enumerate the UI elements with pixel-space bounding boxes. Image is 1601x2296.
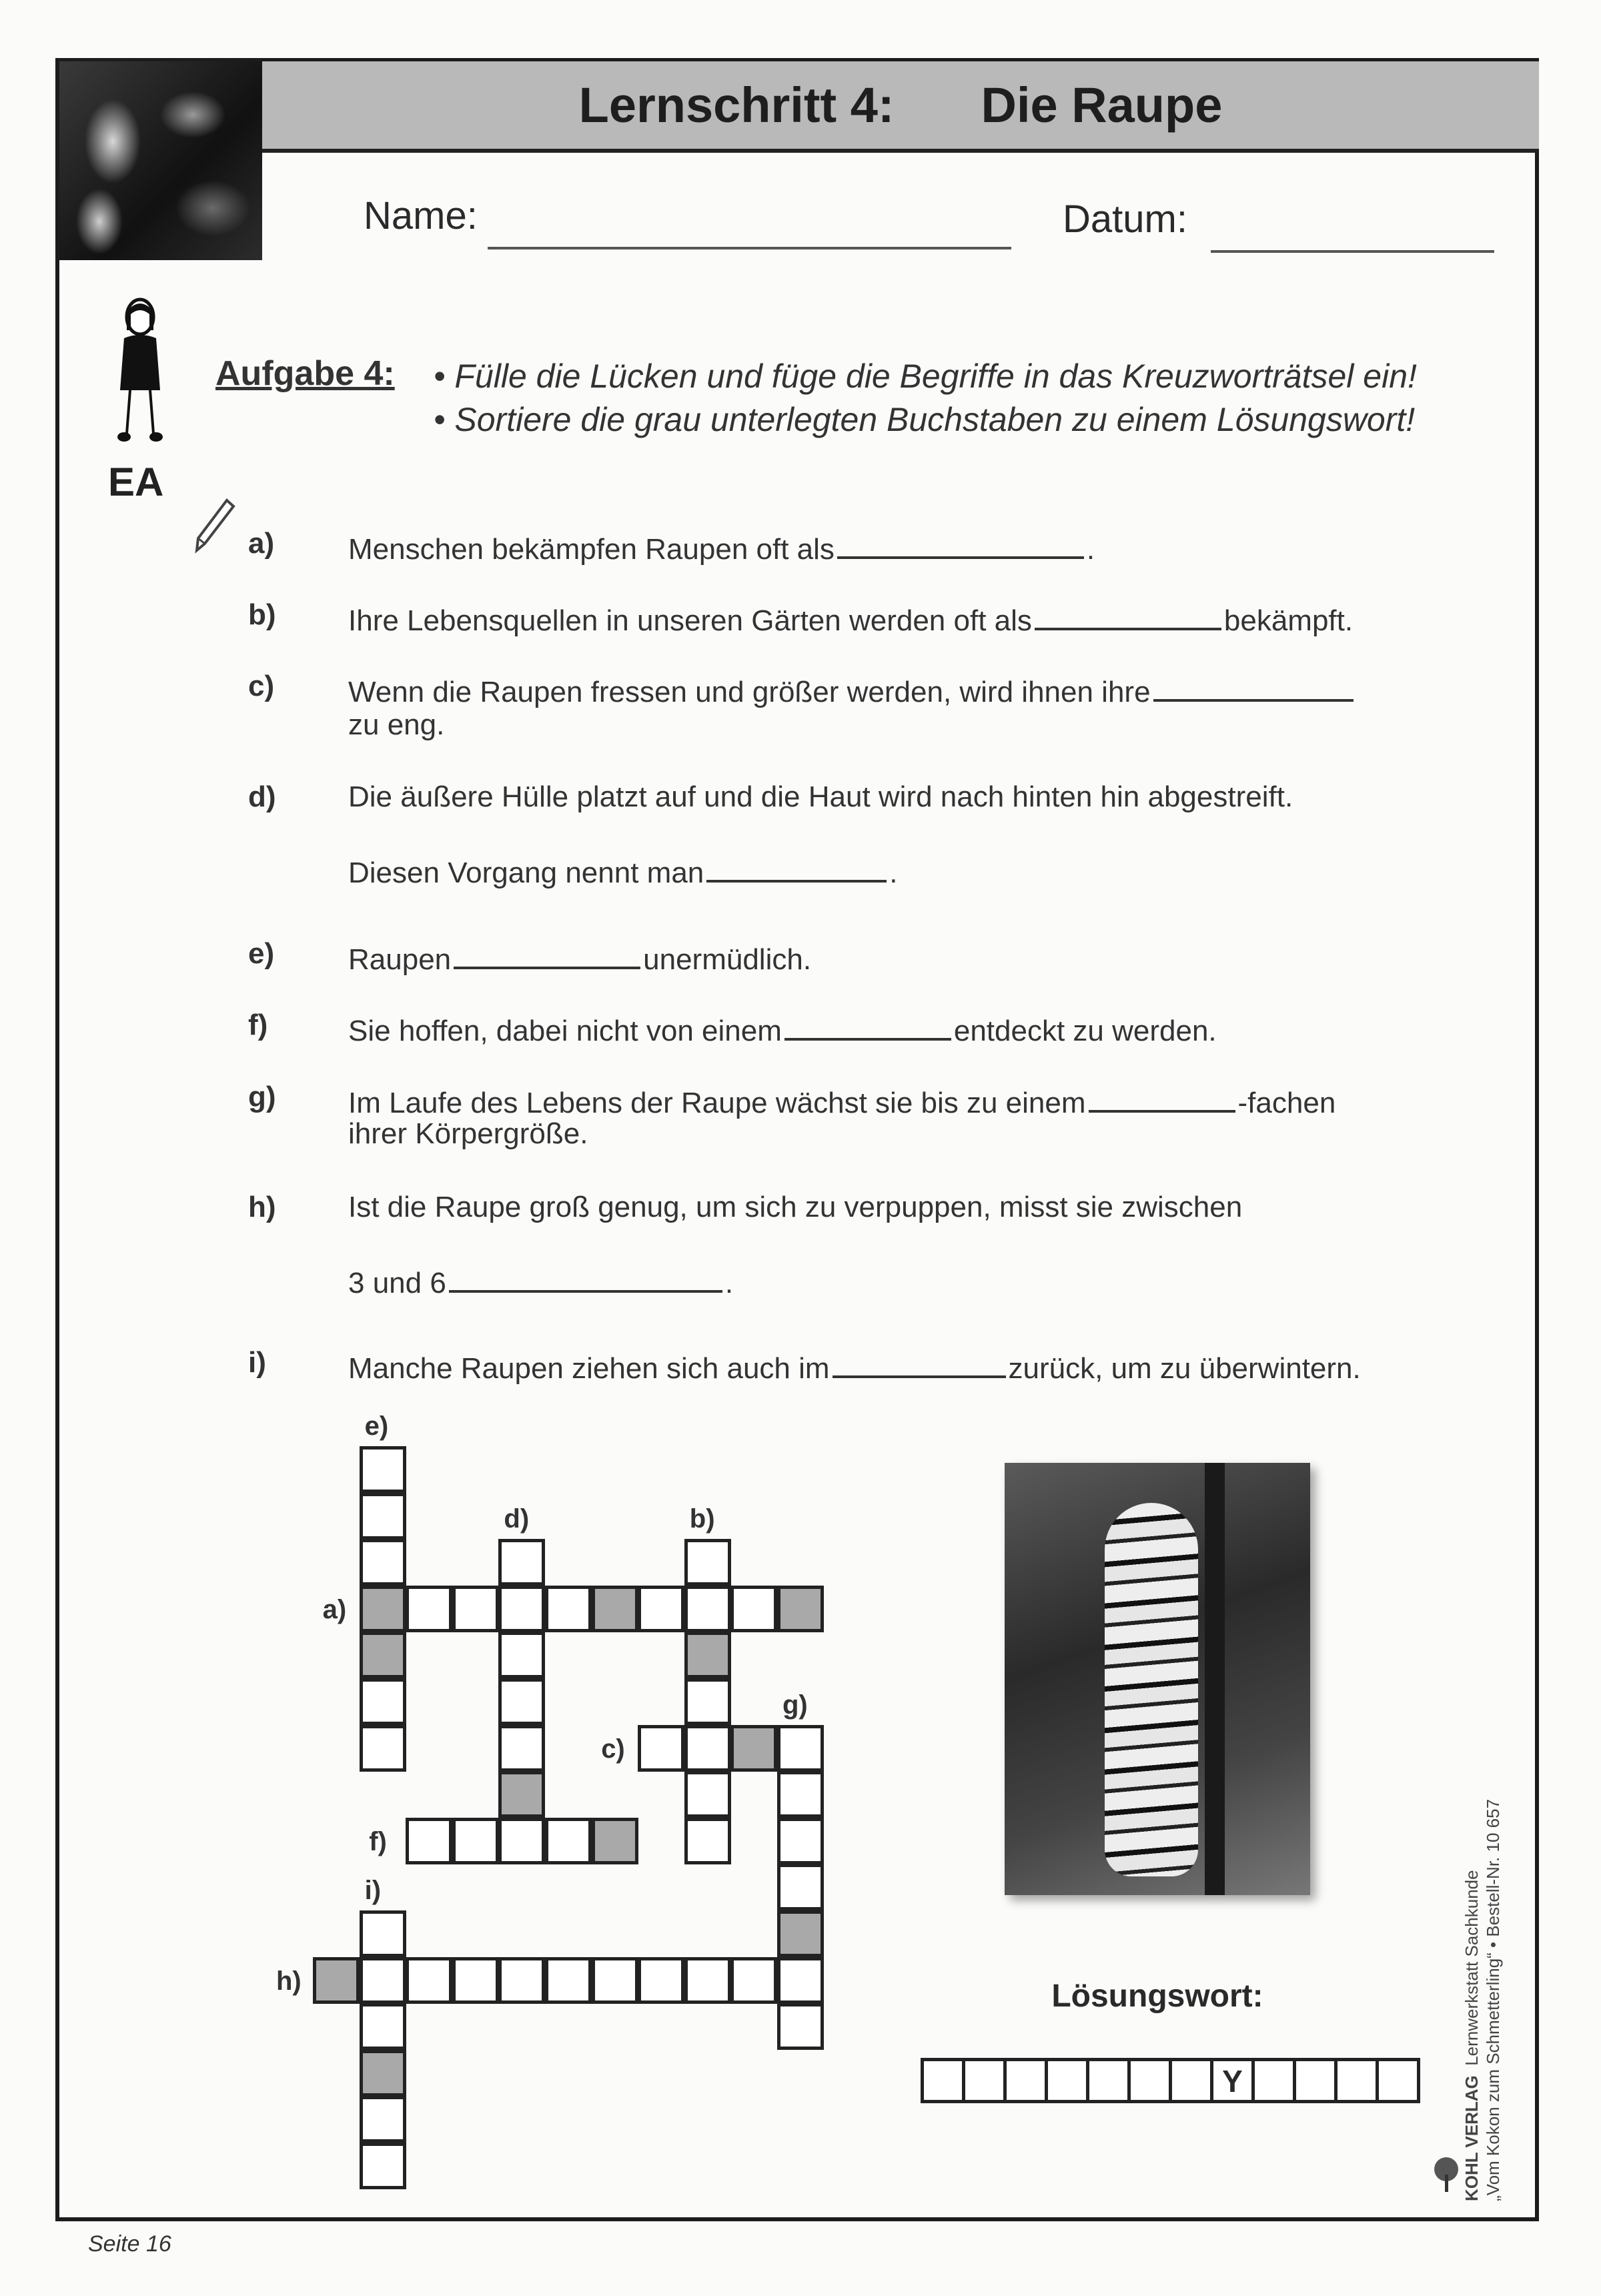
page-number: Seite 16 [88, 2231, 171, 2257]
crossword-cell[interactable] [360, 1725, 406, 1772]
crossword-label: e) [364, 1411, 389, 1441]
crossword-label: c) [601, 1734, 625, 1764]
item-text-line [348, 708, 444, 742]
answer-blank[interactable] [1153, 670, 1354, 702]
page-title [262, 61, 1539, 153]
item-text-after: bekämpft. [1223, 604, 1354, 637]
item-text: Wenn die Raupen fressen und größer werden, wird ihnen ihre [348, 676, 1151, 708]
item-text-after: entdeckt zu werden. [953, 1015, 1217, 1047]
crossword-cell[interactable] [406, 1586, 452, 1632]
item-text-after: zurück, um zu überwintern. [1008, 1352, 1361, 1385]
item-text-after: -fachen [1237, 1087, 1336, 1119]
answer-blank[interactable] [784, 1009, 951, 1041]
caterpillar-body [1105, 1503, 1198, 1876]
crossword-label: i) [364, 1876, 382, 1905]
crossword-cell[interactable] [777, 1725, 824, 1772]
item-text-after: . [1086, 533, 1095, 566]
lesson-step: Lernschritt 4: [578, 77, 895, 133]
crossword-cell[interactable] [638, 1957, 684, 2004]
work-mode-label: EA [108, 460, 164, 504]
name-field[interactable] [488, 247, 1011, 249]
item-text: ihrer Körpergröße. [348, 1117, 588, 1150]
crossword-cell[interactable] [592, 1818, 638, 1864]
instruction-1: • Fülle die Lücken und füge die Begriffe in das Kreuzworträtsel ein! [434, 358, 1417, 395]
crossword-cell[interactable] [452, 1957, 499, 2004]
item-text-line [348, 1009, 1217, 1048]
crossword-cell[interactable] [684, 1771, 731, 1818]
item-text: Raupen [348, 943, 452, 976]
crossword-cell[interactable] [498, 1771, 545, 1818]
crossword-cell[interactable] [406, 1818, 452, 1864]
solution-letter-box[interactable]: Y [1213, 2061, 1255, 2100]
item-text: Ist die Raupe groß genug, um sich zu verpuppen, misst sie zwischen [348, 1191, 1243, 1223]
item-text-after: . [889, 856, 898, 889]
crossword-cell[interactable] [498, 1818, 545, 1864]
series-title: Lernwerkstatt Sachkunde [1462, 1870, 1482, 2066]
crossword-cell[interactable] [684, 1632, 731, 1678]
answer-blank[interactable] [1035, 598, 1221, 630]
crossword-cell[interactable] [360, 1446, 406, 1493]
crossword-cell[interactable] [777, 1864, 824, 1910]
crossword-cell[interactable] [360, 2096, 406, 2143]
crossword-cell[interactable] [638, 1725, 684, 1772]
crossword-cell[interactable] [452, 1586, 499, 1632]
item-text: 3 und 6 [348, 1267, 446, 1299]
crossword-cell[interactable] [498, 1539, 545, 1586]
crossword-cell[interactable] [684, 1586, 731, 1632]
solution-letter-box[interactable] [1131, 2061, 1172, 2100]
crossword-cell[interactable] [360, 1539, 406, 1586]
item-letter: h) [248, 1191, 276, 1223]
item-text-line [348, 937, 811, 977]
lesson-topic: Die Raupe [981, 77, 1223, 133]
item-text-line [348, 527, 1095, 566]
solution-letter-box[interactable] [1172, 2061, 1213, 2100]
crossword-cell[interactable] [777, 1586, 824, 1632]
item-text-line [348, 1117, 588, 1151]
crossword-cell[interactable] [684, 1725, 731, 1772]
answer-blank[interactable] [1089, 1081, 1235, 1113]
crossword-cell[interactable] [498, 1725, 545, 1772]
item-letter: g) [248, 1081, 276, 1113]
solution-letter-box[interactable] [1379, 2061, 1417, 2100]
item-text-line [348, 670, 1356, 709]
crossword-cell[interactable] [684, 1818, 731, 1864]
publisher-info [1461, 1799, 1504, 2201]
solution-letter-box[interactable] [965, 2061, 1007, 2100]
crossword-cell[interactable] [360, 2050, 406, 2097]
item-text: Die äußere Hülle platzt auf und die Haut wird nach hinten hin abgestreift. [348, 780, 1293, 813]
crossword-cell[interactable] [360, 1678, 406, 1725]
crossword-cell[interactable] [730, 1586, 777, 1632]
student-figure-icon [107, 297, 173, 444]
item-text: Menschen bekämpfen Raupen oft als [348, 533, 835, 566]
item-letter: f) [248, 1009, 268, 1041]
solution-title: Lösungswort: [1051, 1978, 1263, 2014]
item-text-line [348, 1261, 733, 1300]
answer-blank[interactable] [454, 937, 640, 969]
crossword-cell[interactable] [498, 1632, 545, 1678]
solution-letter-box[interactable] [1296, 2061, 1338, 2100]
item-letter: c) [248, 670, 275, 702]
crossword-cell[interactable] [360, 1632, 406, 1678]
crossword-cell[interactable] [360, 1910, 406, 1957]
item-text: zu eng. [348, 708, 445, 741]
item-letter: d) [248, 780, 276, 813]
product-info: „Vom Kokon zum Schmetterling“ • Bestell-Nr. 10 657 [1483, 1798, 1503, 2201]
crossword-cell[interactable] [360, 1586, 406, 1632]
item-text-line [348, 1191, 1242, 1224]
answer-blank[interactable] [837, 527, 1084, 559]
crossword-label: h) [276, 1966, 302, 1996]
crossword-label: g) [782, 1690, 808, 1720]
item-text-after: unermüdlich. [643, 943, 812, 976]
crossword-cell[interactable] [684, 1678, 731, 1725]
name-label: Name: [364, 194, 478, 237]
crossword-label: d) [504, 1504, 530, 1534]
crossword-cell[interactable] [777, 1910, 824, 1957]
solution-letter-box[interactable] [1255, 2061, 1296, 2100]
crossword-cell[interactable] [498, 1957, 545, 2004]
crossword-cell[interactable] [360, 1957, 406, 2004]
crossword-cell[interactable] [313, 1957, 360, 2004]
crossword-cell[interactable] [360, 2143, 406, 2189]
item-text: Sie hoffen, dabei nicht von einem [348, 1015, 782, 1047]
item-text-line [348, 598, 1353, 638]
task-label: Aufgabe 4: [215, 354, 395, 393]
crossword-cell[interactable] [777, 1771, 824, 1818]
crossword-cell[interactable] [638, 1586, 684, 1632]
caterpillar-photo [1005, 1463, 1310, 1895]
crossword-cell[interactable] [545, 1957, 592, 2004]
item-text-line [348, 1081, 1336, 1120]
solution-letter-box[interactable] [1338, 2061, 1379, 2100]
crossword-cell[interactable] [498, 1586, 545, 1632]
crossword-cell[interactable] [684, 1957, 731, 2004]
crossword-label: a) [322, 1594, 347, 1624]
crossword-cell[interactable] [730, 1725, 777, 1772]
crossword-cell[interactable] [777, 1818, 824, 1864]
item-letter: i) [248, 1346, 266, 1379]
item-text: Im Laufe des Lebens der Raupe wächst sie bis zu einem [348, 1087, 1086, 1119]
answer-blank[interactable] [833, 1346, 1006, 1378]
solution-boxes [921, 2058, 1420, 2103]
crossword-cell[interactable] [406, 1957, 452, 2004]
item-text-line [348, 850, 898, 890]
item-letter: a) [248, 527, 275, 560]
crossword-cell[interactable] [360, 2003, 406, 2050]
item-letter: b) [248, 598, 276, 631]
crossword-cell[interactable] [777, 1957, 824, 2004]
crossword-cell[interactable] [452, 1818, 499, 1864]
item-text: Manche Raupen ziehen sich auch im [348, 1352, 830, 1385]
crossword-cell[interactable] [777, 2003, 824, 2050]
answer-blank[interactable] [449, 1261, 722, 1293]
crossword-label: f) [369, 1826, 387, 1856]
item-text-after: . [724, 1267, 734, 1299]
crossword-cell[interactable] [592, 1586, 638, 1632]
answer-blank[interactable] [706, 850, 887, 883]
solution-letter-box[interactable] [1007, 2061, 1048, 2100]
crossword-cell[interactable] [684, 1539, 731, 1586]
instruction-2: • Sortiere die grau unterlegten Buchstaben zu einem Lösungswort! [434, 401, 1416, 438]
date-label: Datum: [1063, 197, 1187, 241]
item-text-line [348, 780, 1293, 814]
crossword-cell[interactable] [545, 1818, 592, 1864]
crossword-cell[interactable] [360, 1493, 406, 1540]
publisher-name: KOHL VERLAG [1462, 2075, 1482, 2201]
item-text: Ihre Lebensquellen in unseren Gärten werden oft als [348, 604, 1032, 637]
crossword-cell[interactable] [545, 1586, 592, 1632]
crossword-cell[interactable] [592, 1957, 638, 2004]
crossword-cell[interactable] [498, 1678, 545, 1725]
pencil-icon [190, 497, 237, 557]
solution-letter-box[interactable] [1089, 2061, 1131, 2100]
solution-letter-box[interactable] [924, 2061, 965, 2100]
crossword-cell[interactable] [730, 1957, 777, 2004]
leaf-photo [59, 61, 262, 260]
item-text-line [348, 1346, 1361, 1385]
date-field[interactable] [1211, 250, 1494, 253]
item-text: Diesen Vorgang nennt man [348, 856, 704, 889]
solution-letter-box[interactable] [1048, 2061, 1089, 2100]
item-letter: e) [248, 937, 275, 970]
crossword-label: b) [689, 1504, 715, 1534]
